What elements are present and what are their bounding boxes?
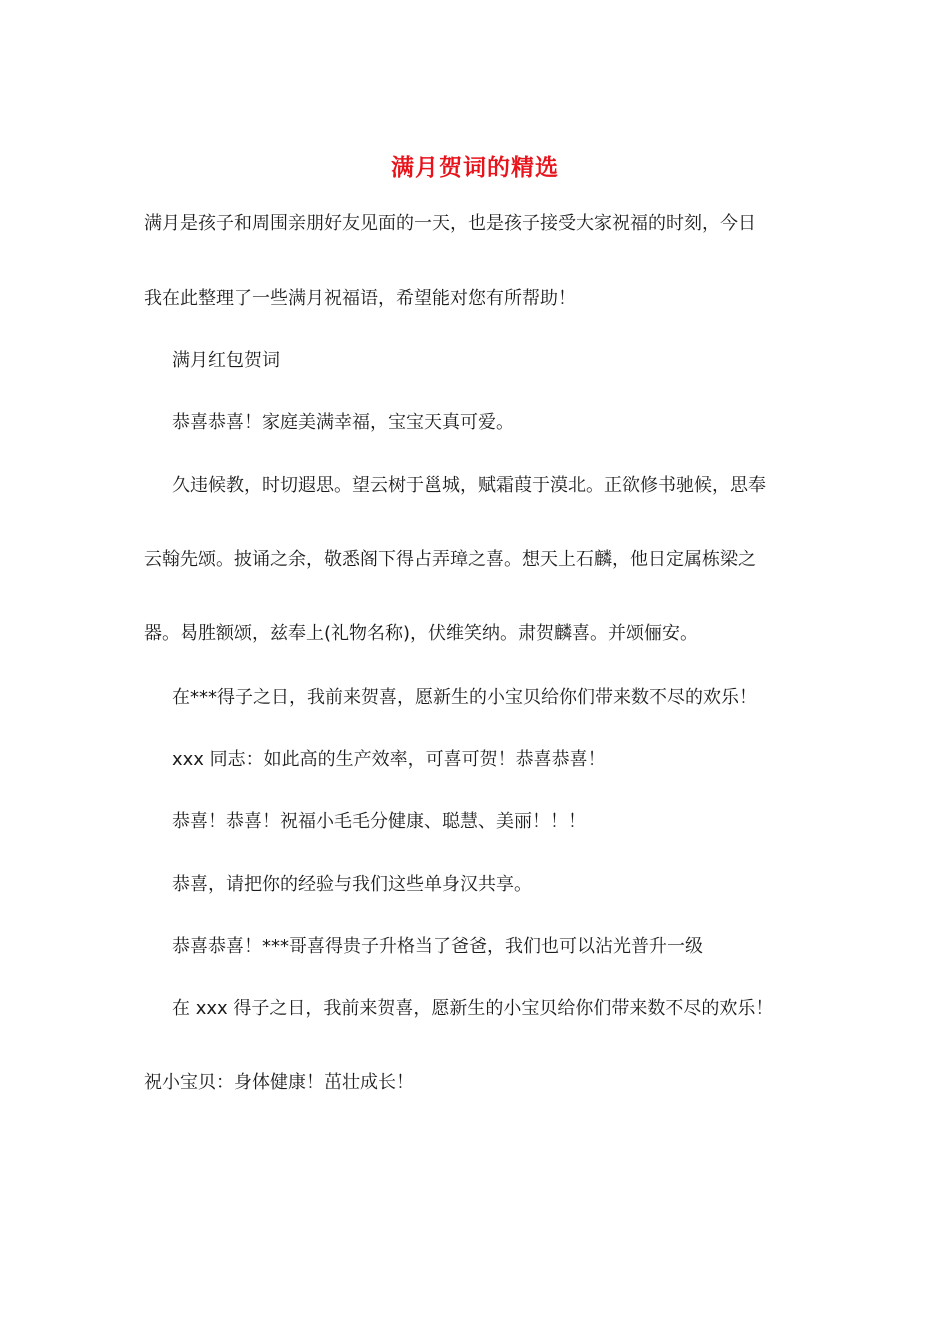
paragraph-line: 久违候教，时切遐思。望云树于邕城，赋霜葭于漠北。正欲修书驰候，思奉 — [172, 475, 766, 496]
paragraph-line: 云翰先颂。披诵之余，敬悉阁下得占弄璋之喜。想天上石麟，他日定属栋梁之 — [144, 549, 756, 570]
paragraph-line: 恭喜恭喜！***哥喜得贵子升格当了爸爸，我们也可以沾光普升一级 — [172, 936, 703, 957]
section-heading: 满月红包贺词 — [172, 350, 280, 371]
paragraph-line: 恭喜恭喜！家庭美满幸福，宝宝天真可爱。 — [172, 412, 514, 433]
paragraph-line: 恭喜，请把你的经验与我们这些单身汉共享。 — [172, 874, 532, 895]
document-title: 满月贺词的精选 — [391, 154, 559, 181]
paragraph-line: 祝小宝贝：身体健康！茁壮成长！ — [144, 1072, 414, 1093]
paragraph-line: 在 xxx 得子之日，我前来贺喜，愿新生的小宝贝给你们带来数不尽的欢乐！ — [172, 998, 774, 1019]
paragraph-line: 我在此整理了一些满月祝福语，希望能对您有所帮助！ — [144, 288, 576, 309]
paragraph-line: 器。曷胜额颂，兹奉上(礼物名称)，伏维笑纳。肃贺麟喜。并颂俪安。 — [144, 623, 699, 644]
paragraph-line: xxx 同志：如此高的生产效率，可喜可贺！恭喜恭喜！ — [172, 749, 606, 770]
paragraph-line: 恭喜！恭喜！祝福小毛毛分健康、聪慧、美丽！！！ — [172, 811, 586, 832]
paragraph-line: 满月是孩子和周围亲朋好友见面的一天，也是孩子接受大家祝福的时刻，今日 — [144, 213, 756, 234]
paragraph-line: 在***得子之日，我前来贺喜，愿新生的小宝贝给你们带来数不尽的欢乐！ — [172, 687, 757, 708]
